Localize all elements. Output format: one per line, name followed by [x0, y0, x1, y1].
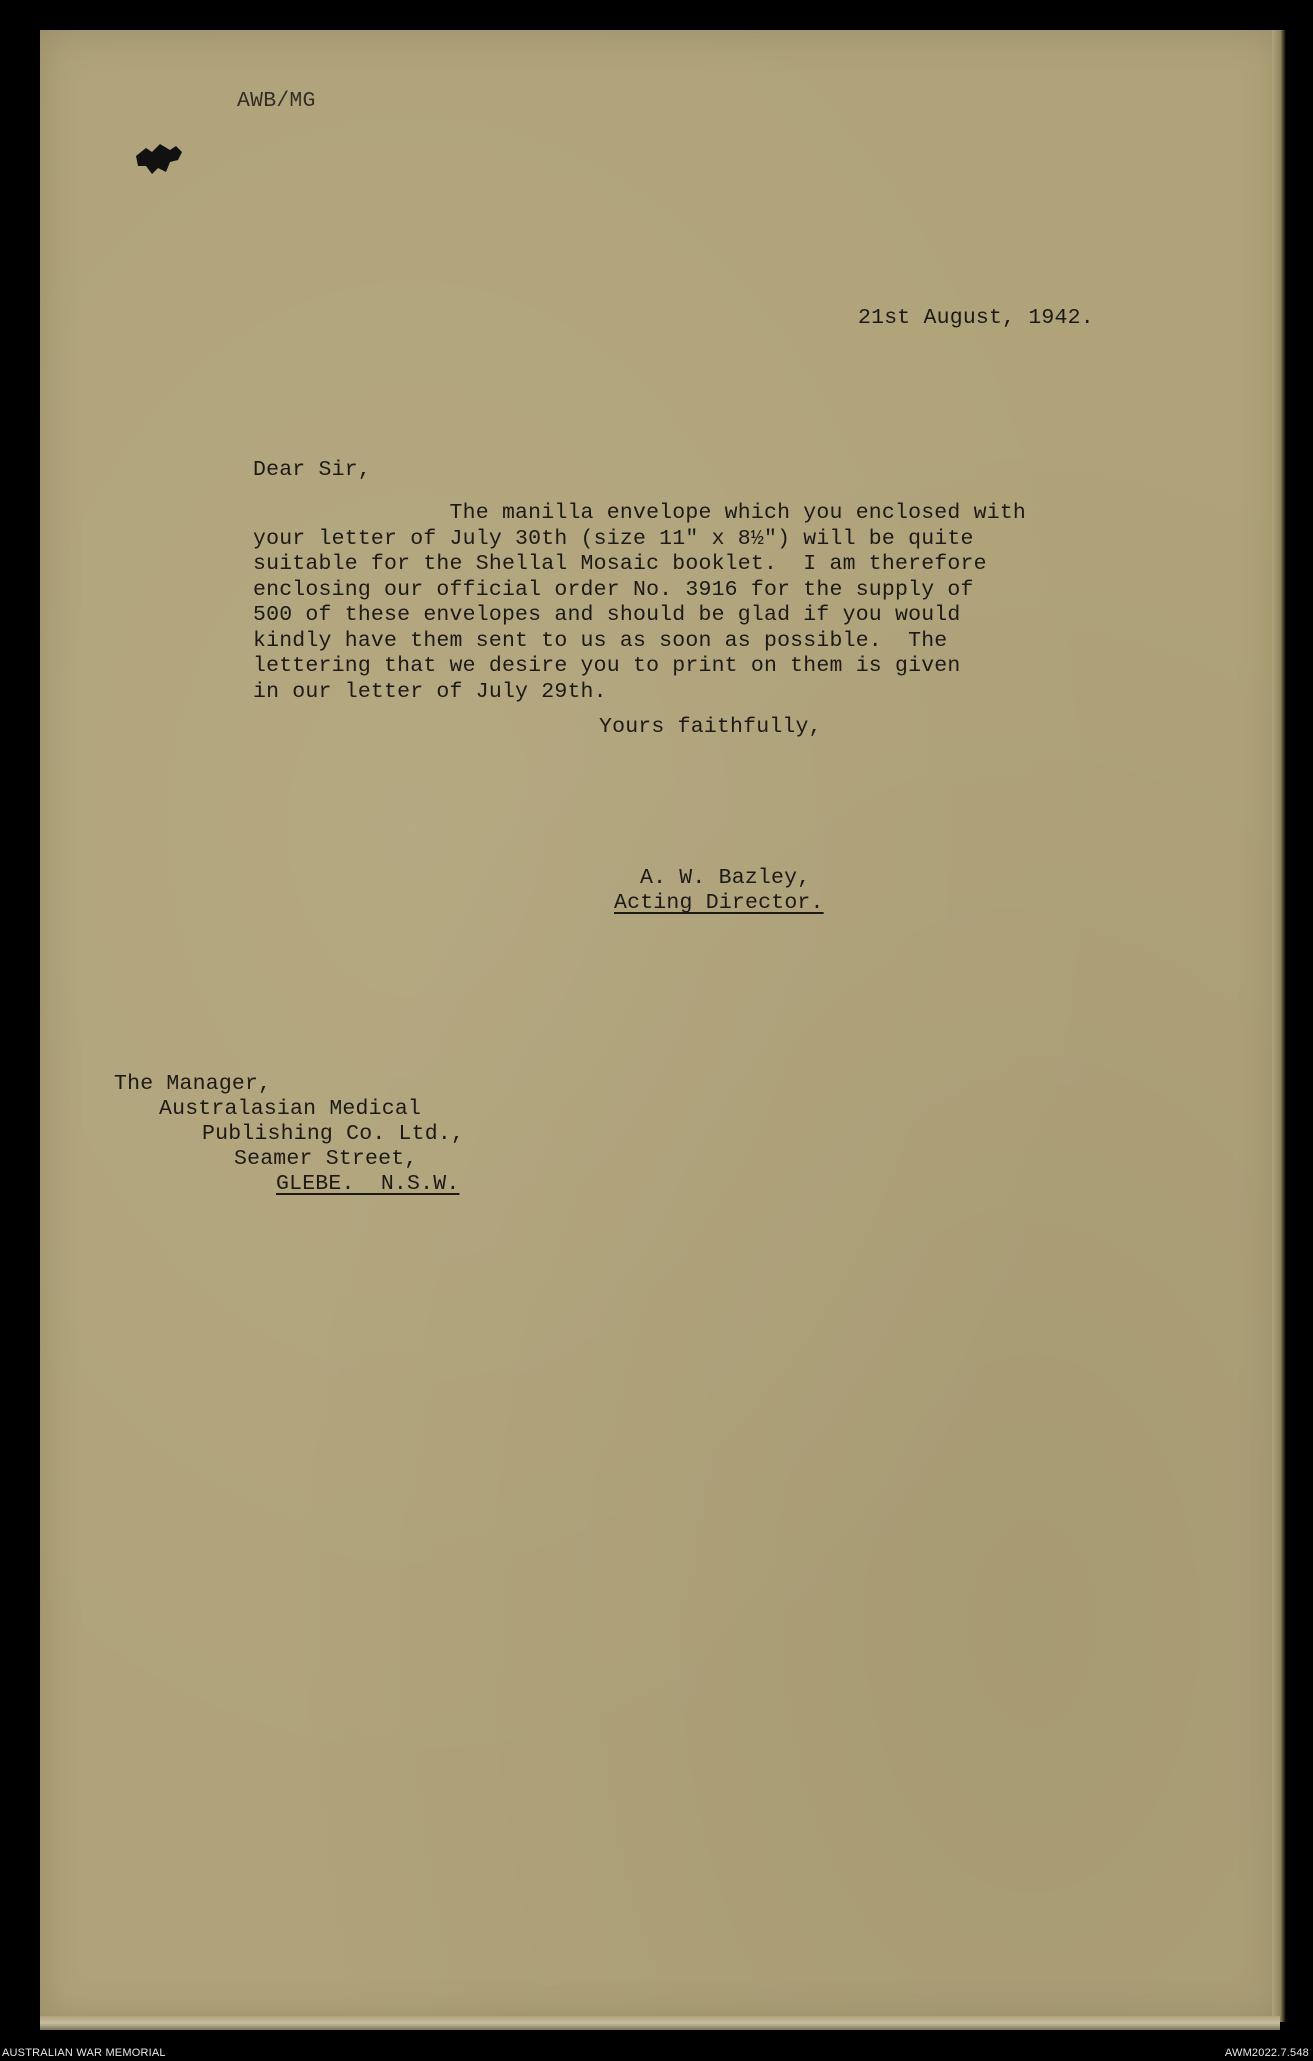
body-line: enclosing our official order No. 3916 for the supply of	[253, 577, 974, 602]
body-line: 500 of these envelopes and should be glad if you would	[253, 603, 961, 627]
body-line: kindly have them sent to us as soon as possible. The	[253, 628, 948, 653]
body-line: in our letter of July 29th.	[253, 679, 607, 704]
letter-date: 21st August, 1942.	[858, 306, 1094, 330]
addressee-line: Australasian Medical	[159, 1097, 422, 1121]
body-line: The manilla envelope which you enclosed with	[253, 501, 1027, 525]
signatory-name: A. W. Bazley,	[640, 866, 811, 890]
reference-initials: AWB/MG	[237, 89, 316, 113]
body-line: suitable for the Shellal Mosaic booklet. I am therefore	[253, 552, 987, 576]
addressee-block	[114, 1072, 464, 1197]
letter-page	[40, 30, 1280, 2022]
addressee-line: GLEBE. N.S.W.	[276, 1172, 460, 1196]
addressee-line: Seamer Street,	[234, 1147, 418, 1171]
addressee-line: Publishing Co. Ltd.,	[202, 1122, 465, 1146]
signatory-title: Acting Director.	[614, 891, 824, 915]
archive-credit: AUSTRALIAN WAR MEMORIAL	[2, 2047, 166, 2059]
salutation: Dear Sir,	[253, 458, 371, 482]
body-line: lettering that we desire you to print on them is given	[253, 654, 961, 678]
accession-number: AWM2022.7.548	[1224, 2047, 1309, 2059]
page-edge-right	[1272, 30, 1286, 2022]
letter-body	[253, 501, 1026, 705]
closing: Yours faithfully,	[599, 715, 822, 739]
body-line: your letter of July 30th (size 11" x 8½") will be quite	[253, 526, 974, 551]
addressee-line: The Manager,	[114, 1072, 272, 1096]
page-edge-bottom	[40, 2016, 1280, 2030]
